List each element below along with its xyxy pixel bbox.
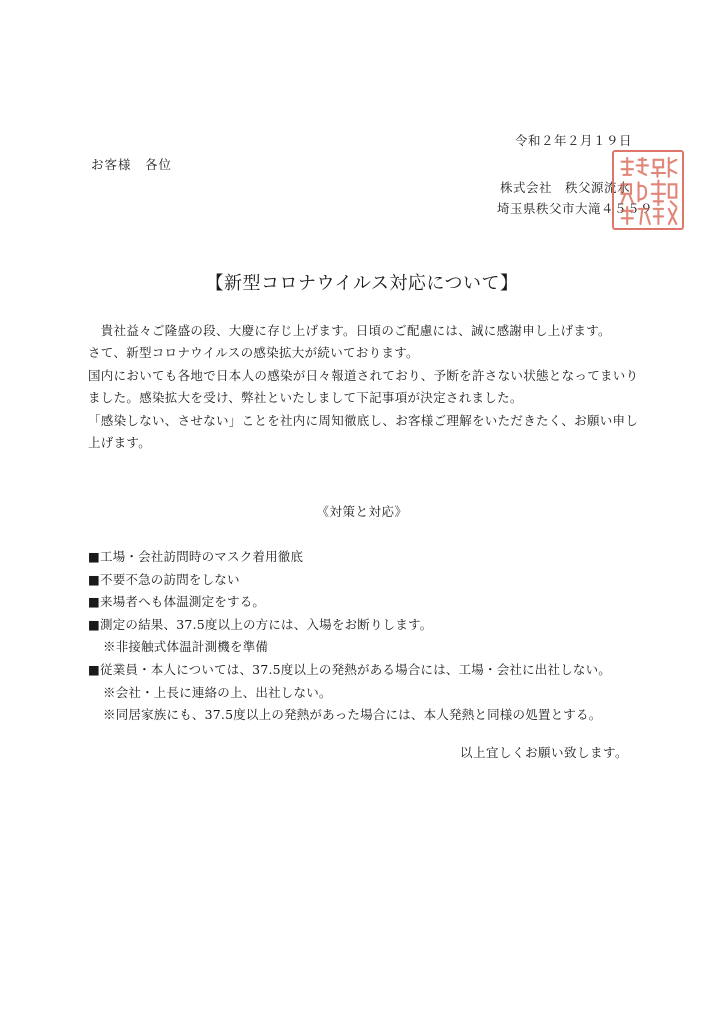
- section-heading: 《対策と対応》: [316, 504, 408, 519]
- measure-item: ■測定の結果、37.5度以上の方には、入場をお断りします。: [88, 616, 433, 632]
- closing-remark: 以上宜しくお願い致します。: [459, 745, 628, 760]
- page-title: 【新型コロナウイルス対応について】: [205, 273, 519, 294]
- measures-list: [88, 546, 648, 727]
- body-paragraph-request: 「感染しない、させない」ことを社内に周知徹底し、お客様ご理解をいただきたく、お願い申し上げます。: [88, 412, 639, 451]
- body-text: [88, 320, 648, 454]
- company-name: 株式会社 秩父源流水: [500, 180, 631, 195]
- measure-item: ■従業員・本人については、37.5度以上の発熱がある場合には、工場・会社に出社しない。: [88, 661, 611, 677]
- measure-note: ※非接触式体温計測機を準備: [103, 639, 269, 655]
- body-paragraph-situation: さて、新型コロナウイルスの感染拡大が続いております。: [88, 345, 419, 361]
- body-paragraph-greeting: 貴社益々ご隆盛の段、大慶に存じ上げます。日頃のご配慮には、誠に感謝申し上げます。: [88, 323, 611, 338]
- company-seal-icon: [614, 152, 682, 228]
- measure-item: ■工場・会社訪問時のマスク着用徹底: [88, 549, 304, 564]
- measure-item: ■不要不急の訪問をしない: [88, 571, 240, 587]
- recipient-line: お客様 各位: [91, 157, 173, 172]
- body-paragraph-decision: 国内においても各地で日本人の感染が日々報道されており、予断を許さない状態となってまいりました。感染拡大を受け、弊社といたしまして下記事項が決定されました。: [88, 367, 639, 406]
- measure-note: ※会社・上長に連絡の上、出社しない。: [103, 684, 332, 700]
- document-date: 令和２年２月１９日: [514, 133, 632, 148]
- company-seal-stamp: [612, 150, 684, 230]
- measure-note: ※同居家族にも、37.5度以上の発熱があった場合には、本人発熱と同様の処置とする。: [103, 707, 602, 723]
- measure-item: ■来場者へも体温測定をする。: [88, 594, 266, 610]
- company-address: 埼玉県秩父市大滝４５５９: [497, 201, 654, 216]
